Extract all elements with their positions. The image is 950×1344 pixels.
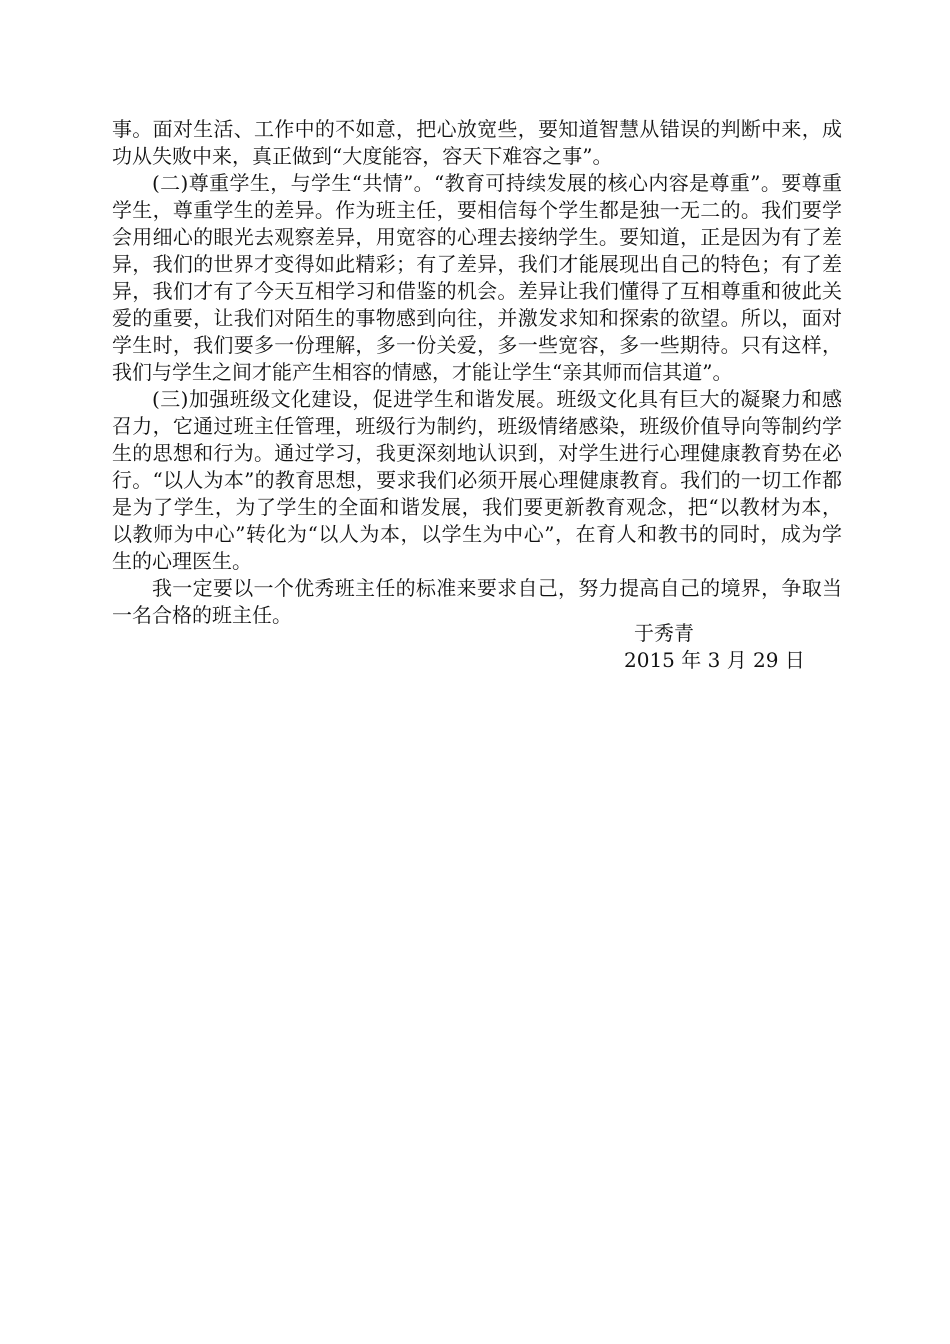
signature-date: 2015 年 3 月 29 日 (624, 648, 805, 672)
paragraph-respect-students: (二)尊重学生，与学生“共情”。“教育可持续发展的核心内容是尊重”。要尊重学生，尊重学生的差异。作为班主任，要相信每个学生都是独一无二的。我们要学会用细心的眼光去观察差异，用宽容的心理去接纳学生。要知道，正是因为有了差异，我们的世界才变得如此精彩；有了差异，我们才能展现出自己的特色；有了差异，我们才有了今天互相学习和借鉴的机会。差异让我们懂得了互相尊重和彼此关爱的重要，让我们对陌生的事物感到向往，并激发求知和探索的欲望。所以，面对学生时，我们要多一份理解，多一份关爱，多一些宽容，多一些期待。只有这样，我们与学生之间才能产生相容的情感，才能让学生“亲其师而信其道”。 (112, 171, 842, 384)
paragraph-class-culture: (三)加强班级文化建设，促进学生和谐发展。班级文化具有巨大的凝聚力和感召力，它通过班主任管理，班级行为制约，班级情绪感染，班级价值导向等制约学生的思想和行为。通过学习，我更深刻地认识到，对学生进行心理健康教育势在必行。“以人为本”的教育思想，要求我们必须开展心理健康教育。我们的一切工作都是为了学生，为了学生的全面和谐发展，我们要更新教育观念，把“以教材为本，以教师为中心”转化为“以人为本，以学生为中心”，在育人和教书的同时，成为学生的心理医生。 (112, 387, 842, 573)
signature-name: 于秀青 (634, 621, 694, 645)
paragraph-continuation: 事。面对生活、工作中的不如意，把心放宽些，要知道智慧从错误的判断中来，成功从失败中来，真正做到“大度能容，容天下难容之事”。 (112, 117, 842, 168)
signature-block (112, 620, 842, 674)
document-body (112, 116, 842, 629)
paragraph-conclusion: 我一定要以一个优秀班主任的标准来要求自己，努力提高自己的境界，争取当一名合格的班主任。 (112, 576, 842, 627)
